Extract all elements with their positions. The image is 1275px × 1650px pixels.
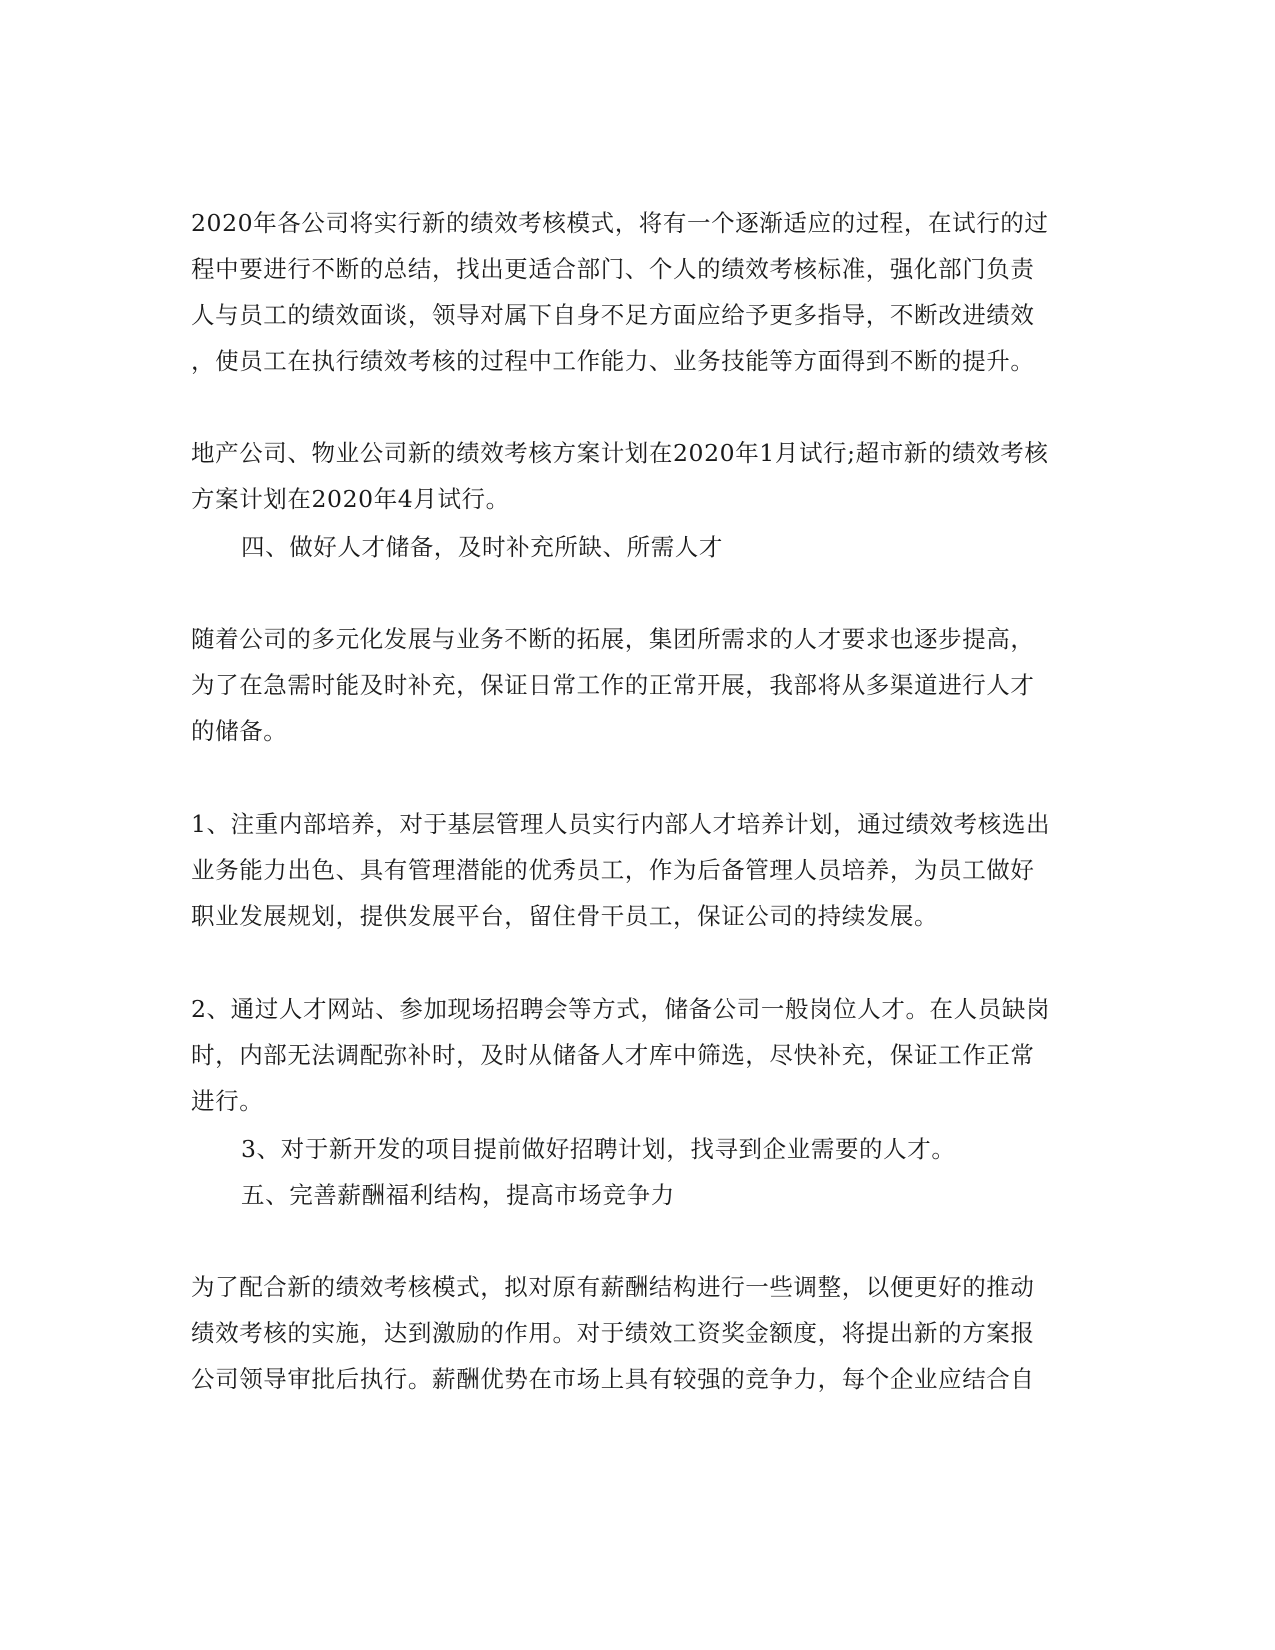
- list-item-line: 进行。: [191, 1087, 264, 1115]
- paragraph-line: 地产公司、物业公司新的绩效考核方案计划在2020年1月试行;超市新的绩效考核: [191, 439, 1049, 467]
- paragraph-line: 为了在急需时能及时补充，保证日常工作的正常开展，我部将从多渠道进行人才: [191, 671, 1035, 699]
- section-heading: 四、做好人才储备，及时补充所缺、所需人才: [241, 533, 723, 561]
- paragraph-line: 绩效考核的实施，达到激励的作用。对于绩效工资奖金额度，将提出新的方案报: [191, 1319, 1035, 1347]
- paragraph-line: ，使员工在执行绩效考核的过程中工作能力、业务技能等方面得到不断的提升。: [191, 347, 1035, 375]
- list-item-line: 3、对于新开发的项目提前做好招聘计划，找寻到企业需要的人才。: [241, 1135, 956, 1163]
- list-item-line: 业务能力出色、具有管理潜能的优秀员工，作为后备管理人员培养，为员工做好: [191, 856, 1035, 884]
- section-heading: 五、完善薪酬福利结构，提高市场竞争力: [241, 1181, 675, 1209]
- paragraph-line: 程中要进行不断的总结，找出更适合部门、个人的绩效考核标准，强化部门负责: [191, 255, 1035, 283]
- list-item-line: 2、通过人才网站、参加现场招聘会等方式，储备公司一般岗位人才。在人员缺岗: [191, 995, 1051, 1023]
- paragraph-line: 公司领导审批后执行。薪酬优势在市场上具有较强的竞争力，每个企业应结合自: [191, 1365, 1035, 1393]
- paragraph-line: 随着公司的多元化发展与业务不断的拓展，集团所需求的人才要求也逐步提高，: [191, 625, 1035, 653]
- paragraph-line: 人与员工的绩效面谈，领导对属下自身不足方面应给予更多指导，不断改进绩效: [191, 301, 1035, 329]
- paragraph-line: 的储备。: [191, 717, 288, 745]
- list-item-line: 职业发展规划，提供发展平台，留住骨干员工，保证公司的持续发展。: [191, 902, 939, 930]
- list-item-line: 时，内部无法调配弥补时，及时从储备人才库中筛选，尽快补充，保证工作正常: [191, 1041, 1035, 1069]
- paragraph-line: 方案计划在2020年4月试行。: [191, 485, 510, 513]
- paragraph-line: 2020年各公司将实行新的绩效考核模式，将有一个逐渐适应的过程，在试行的过: [191, 209, 1049, 237]
- paragraph-line: 为了配合新的绩效考核模式，拟对原有薪酬结构进行一些调整，以便更好的推动: [191, 1273, 1035, 1301]
- list-item-line: 1、注重内部培养，对于基层管理人员实行内部人才培养计划，通过绩效考核选出: [191, 810, 1051, 838]
